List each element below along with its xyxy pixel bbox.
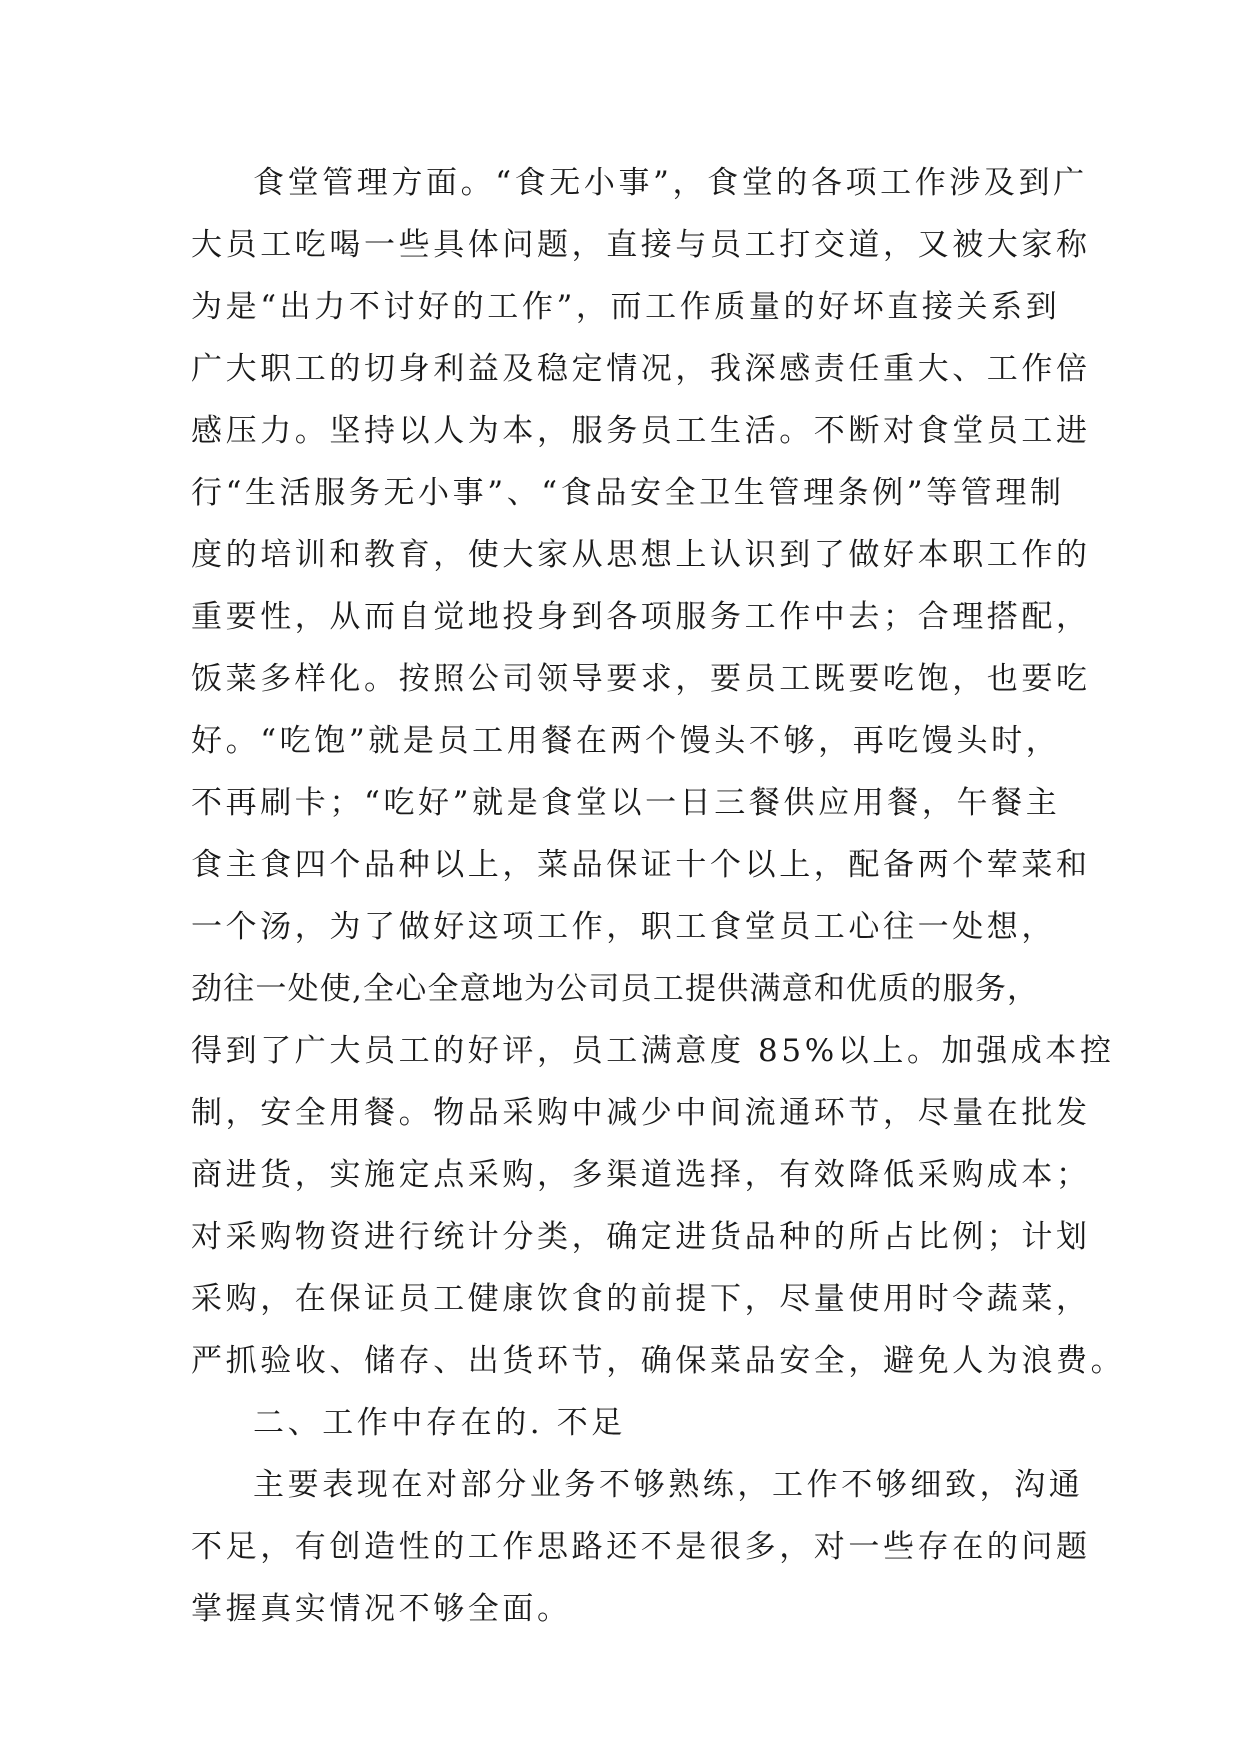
paragraph-line: 饭菜多样化。按照公司领导要求，要员工既要吃饱，也要吃 [191, 661, 1091, 697]
paragraph-line: 为是“出力不讨好的工作”，而工作质量的好坏直接关系到 [191, 289, 1061, 325]
paragraph-line: 商进货，实施定点采购，多渠道选择，有效降低采购成本； [191, 1157, 1091, 1193]
paragraph-line: 不足，有创造性的工作思路还不是很多，对一些存在的问题 [191, 1529, 1091, 1565]
paragraph-line: 食主食四个品种以上，菜品保证十个以上，配备两个荤菜和 [191, 847, 1091, 883]
paragraph-line: 制，安全用餐。物品采购中减少中间流通环节，尽量在批发 [191, 1095, 1091, 1131]
paragraph-line: 劲往一处使,全心全意地为公司员工提供满意和优质的服务， [191, 971, 1040, 1007]
paragraph-line: 对采购物资进行统计分类，确定进货品种的所占比例；计划 [191, 1219, 1091, 1255]
paragraph-line: 掌握真实情况不够全面。 [191, 1591, 572, 1627]
paragraph-line: 重要性，从而自觉地投身到各项服务工作中去；合理搭配， [191, 599, 1091, 635]
section-heading: 二、工作中存在的. 不足 [253, 1405, 626, 1441]
paragraph-line: 好。“吃饱”就是员工用餐在两个馒头不够，再吃馒头时， [191, 723, 1061, 759]
paragraph-line: 食堂管理方面。“食无小事”，食堂的各项工作涉及到广 [253, 165, 1088, 201]
paragraph-line: 行“生活服务无小事”、“食品安全卫生管理条例”等管理制 [191, 475, 1065, 511]
paragraph-line: 感压力。坚持以人为本，服务员工生活。不断对食堂员工进 [191, 413, 1091, 449]
paragraph-line: 不再刷卡；“吃好”就是食堂以一日三餐供应用餐，午餐主 [191, 785, 1061, 821]
paragraph-line: 一个汤，为了做好这项工作，职工食堂员工心往一处想， [191, 909, 1056, 945]
paragraph-line: 采购，在保证员工健康饮食的前提下，尽量使用时令蔬菜， [191, 1281, 1091, 1317]
paragraph-line: 严抓验收、储存、出货环节，确保菜品安全，避免人为浪费。 [191, 1343, 1126, 1379]
paragraph-line: 大员工吃喝一些具体问题，直接与员工打交道，又被大家称 [191, 227, 1091, 263]
paragraph-line: 度的培训和教育，使大家从思想上认识到了做好本职工作的 [191, 537, 1091, 573]
paragraph-line: 主要表现在对部分业务不够熟练，工作不够细致，沟通 [253, 1467, 1084, 1503]
paragraph-line: 得到了广大员工的好评，员工满意度 85%以上。加强成本控 [191, 1033, 1115, 1069]
document-body [191, 152, 1126, 1640]
paragraph-line: 广大职工的切身利益及稳定情况，我深感责任重大、工作倍 [191, 351, 1091, 387]
